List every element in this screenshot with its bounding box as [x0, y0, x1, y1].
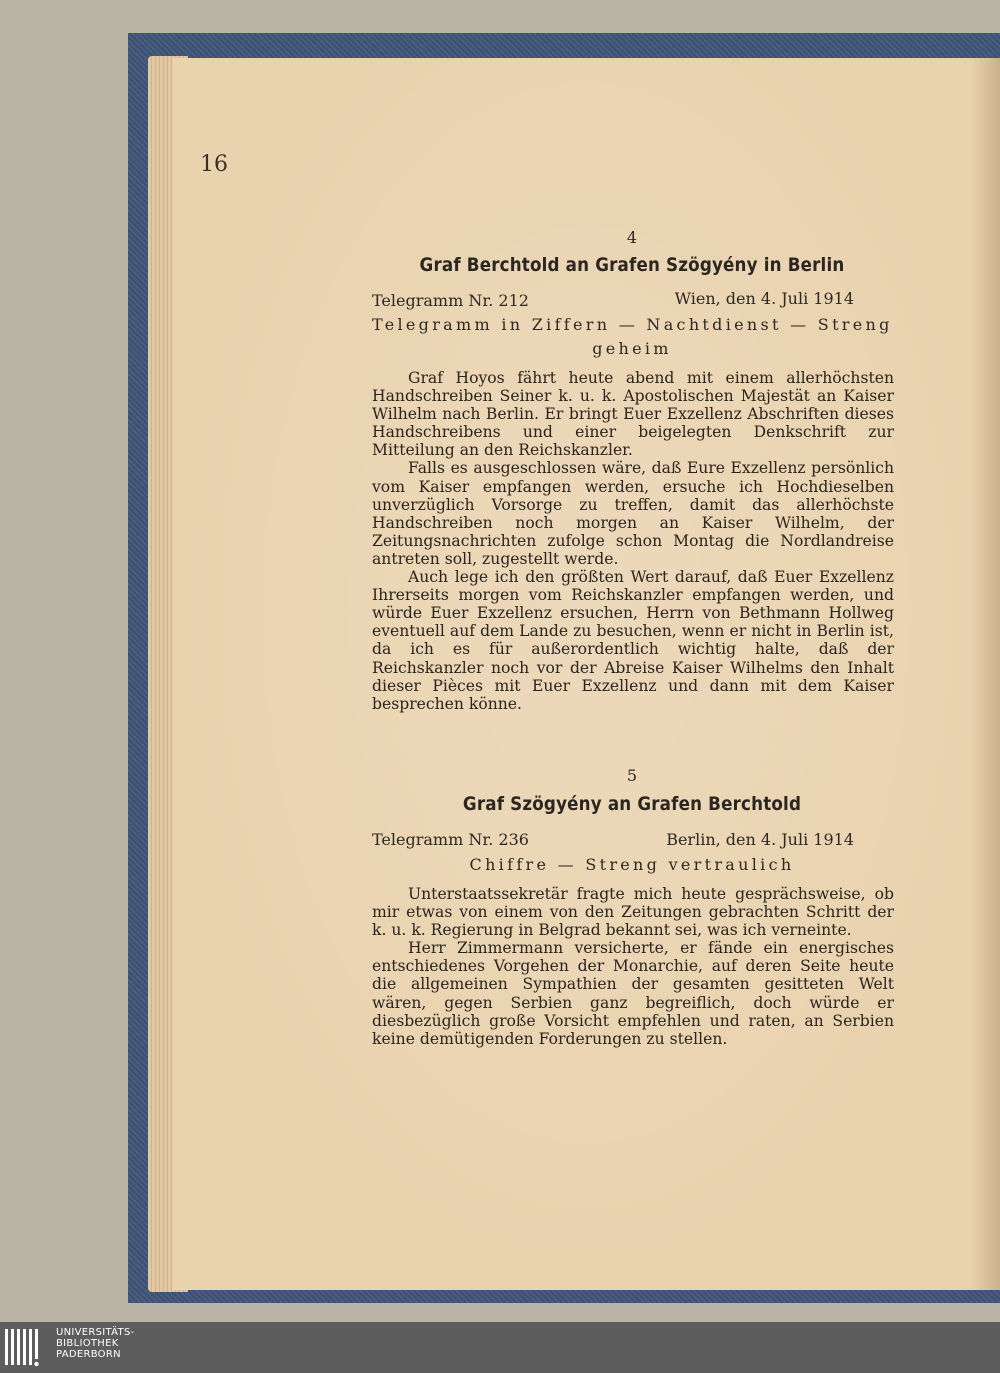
document-body: [372, 369, 894, 713]
paragraph: Auch lege ich den größten Wert darauf, daß Euer Exzellenz Ihrerseits morgen vom Reichskanzler empfangen werden, und würde Euer Exzellenz ersuchen, Herrn von Bethmann Hollweg eventuell auf dem Lande zu besuchen, wenn er nicht in Berlin ist, da ich es für außerordentlich wichtig halte, daß der Reichskanzler noch vor der Abreise Kaiser Wilhelms den Inhalt dieser Pièces mit Euer Exzellenz und dann mit dem Kaiser besprechen könne.: [372, 568, 894, 713]
page-gutter-shade: [970, 58, 1000, 1290]
paragraph: Graf Hoyos fährt heute abend mit einem allerhöchsten Handschreiben Seiner k. u. k. Apostolischen Majestät an Kaiser Wilhelm nach Berlin. Er bringt Euer Exzellenz Abschriften dieses Handschreibens und einer beigelegten Denkschrift zur Mitteilung an den Reichskanzler.: [372, 369, 894, 460]
document-body: [372, 885, 894, 1048]
paragraph: Unterstaatssekretär fragte mich heute gesprächsweise, ob mir etwas von einem von den Zeitungen gebrachten Schritt der k. u. k. Regierung in Belgrad bekannt sei, was ich verneinte.: [372, 885, 894, 940]
paragraph: Herr Zimmermann versicherte, er fände ein energisches entschiedenes Vorgehen der Monarchie, auf deren Seite heute die allgemeinen Sympathien der gesamten gesitteten Welt wären, gegen Serbien ganz begreiflich, doch würde er diesbezüglich große Vorsicht empfehlen und raten, an Serbien keine demütigenden Forderungen zu stellen.: [372, 939, 894, 1048]
paragraph: Falls es ausgeschlossen wäre, daß Eure Exzellenz persönlich vom Kaiser empfangen werden, ersuche ich Hochdieselben unverzüglich Vorsorge zu treffen, damit das allerhöchste Handschreiben noch morgen an Kaiser Wilhelm, der Zeitungsnachrichten zufolge schon Montag die Nordlandreise antreten soll, zugestellt werde.: [372, 459, 894, 568]
library-name-line-3: PADERBORN: [56, 1349, 121, 1360]
place-date: Wien, den 4. Juli 1914: [674, 289, 854, 308]
classification: Chiffre — Streng vertraulich: [469, 855, 795, 874]
telegram-number: Telegramm Nr. 236: [372, 830, 529, 849]
document-number: 4: [626, 228, 638, 247]
library-logo-icon: [4, 1325, 46, 1369]
library-name-line-1: UNIVERSITÄTS-: [56, 1327, 135, 1338]
classification-line-2: geheim: [592, 339, 672, 358]
page-number: 16: [200, 152, 228, 177]
library-name-line-2: BIBLIOTHEK: [56, 1338, 119, 1349]
library-footer: [0, 1322, 1000, 1373]
document-title: Graf Berchtold an Grafen Szögyény in Berlin: [419, 254, 845, 276]
document-number: 5: [626, 766, 638, 785]
document-title: Graf Szögyény an Grafen Berchtold: [462, 793, 802, 815]
place-date: Berlin, den 4. Juli 1914: [666, 830, 854, 849]
classification-line-1: Telegramm in Ziffern — Nachtdienst — Streng: [372, 315, 893, 334]
telegram-number: Telegramm Nr. 212: [372, 291, 529, 310]
